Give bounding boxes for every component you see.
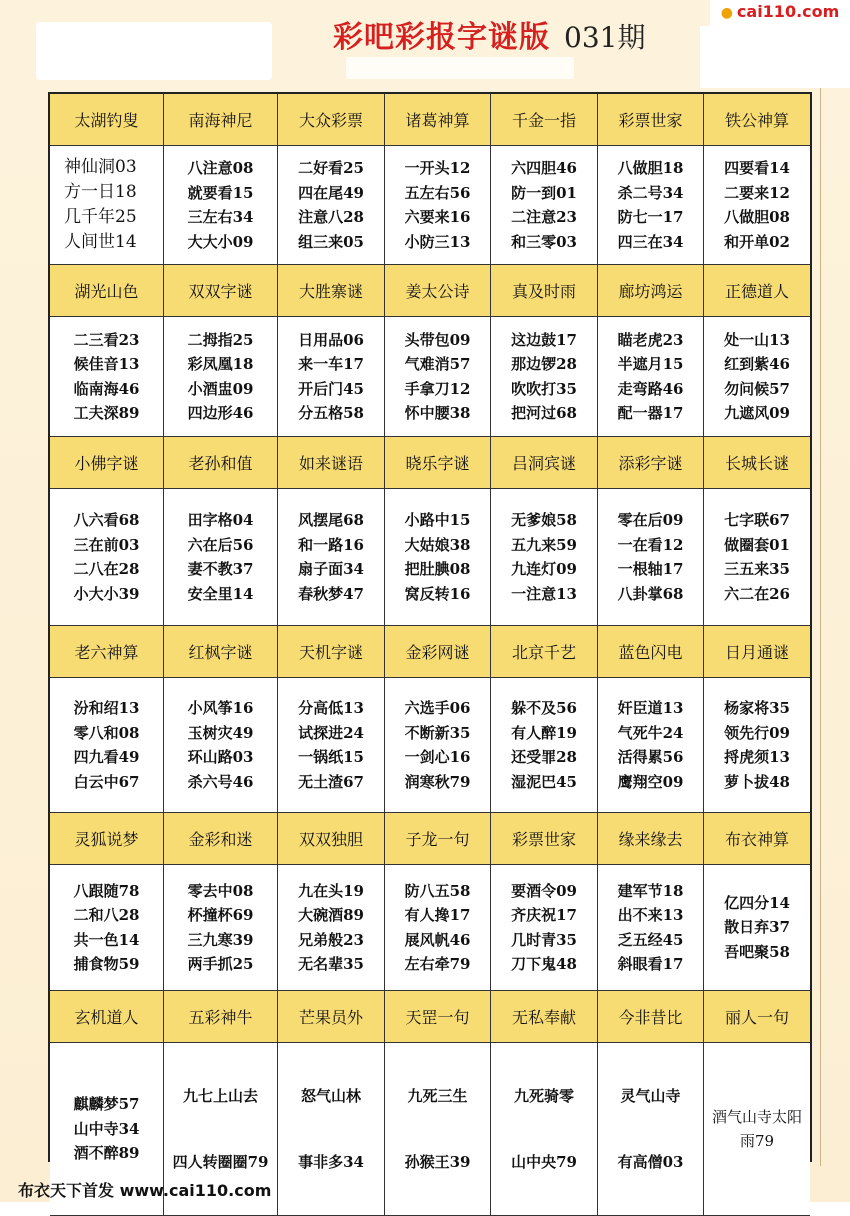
- riddle-line: 处一山13: [724, 330, 790, 349]
- riddle-line: 窝反转16: [404, 584, 471, 603]
- riddle-cell: [598, 317, 704, 437]
- column-header: 彩票世家: [491, 813, 598, 865]
- page-edge-strip: [820, 88, 829, 1166]
- riddle-line: 七字联67: [724, 511, 790, 529]
- riddle-line: 无爹娘58: [511, 511, 577, 529]
- riddle-line: 二注意23: [511, 208, 577, 226]
- riddle-line: 齐庆祝17: [511, 906, 577, 924]
- riddle-line: 躲不及56: [511, 699, 577, 717]
- column-header: 缘来缘去: [598, 813, 704, 865]
- riddle-line: 杀六号46: [187, 772, 254, 791]
- header-row: [50, 991, 810, 1043]
- column-header: 小佛字谜: [50, 437, 164, 489]
- riddle-cell: [598, 1043, 704, 1216]
- column-header: 铁公神算: [704, 94, 810, 146]
- riddle-cell: [598, 678, 704, 813]
- riddle-cell: [491, 865, 598, 991]
- riddle-line: 四在尾49: [298, 183, 364, 202]
- riddle-line: 那边锣28: [511, 355, 577, 373]
- riddle-cell: [50, 489, 164, 626]
- riddle-line: 春秋梦47: [298, 584, 364, 603]
- riddle-line: 二和八28: [73, 906, 140, 924]
- riddle-line: 斜眼看17: [617, 955, 684, 973]
- riddle-cell: [50, 317, 164, 437]
- riddle-line: 把河过68: [511, 404, 577, 422]
- riddle-line: 润寒秋79: [404, 772, 471, 791]
- riddle-line: 五九来59: [511, 535, 577, 554]
- riddle-line: 出不来13: [617, 906, 684, 924]
- column-header: 南海神尼: [164, 94, 278, 146]
- column-header: 太湖钓叟: [50, 94, 164, 146]
- column-header: 吕洞宾谜: [491, 437, 598, 489]
- riddle-line: 大姑娘38: [404, 535, 471, 554]
- column-header: 彩票世家: [598, 94, 704, 146]
- header-row: [50, 265, 810, 317]
- riddle-line: 要酒令09: [511, 881, 577, 900]
- column-header: 玄机道人: [50, 991, 164, 1043]
- riddle-line: 二好看25: [298, 159, 364, 177]
- riddle-line: 有高僧03: [617, 1152, 684, 1171]
- riddle-line: 麒麟梦57: [73, 1095, 140, 1114]
- column-header: 长城长谜: [704, 437, 810, 489]
- riddle-cell: [164, 146, 278, 265]
- column-header: 老孙和值: [164, 437, 278, 489]
- riddle-cell: [491, 489, 598, 626]
- column-header: 老六神算: [50, 626, 164, 678]
- riddle-line: 六选手06: [404, 699, 471, 717]
- riddle-line: 彩凤凰18: [187, 355, 254, 373]
- column-header: 姜太公诗: [385, 265, 491, 317]
- riddle-line: 奸臣道13: [617, 699, 684, 717]
- riddle-line: 人间世14: [64, 232, 137, 252]
- riddle-line: 三九寒39: [187, 930, 254, 949]
- riddle-line: 防一到01: [511, 183, 577, 202]
- riddle-line: 半遮月15: [617, 355, 684, 373]
- riddle-line: 无名辈35: [298, 955, 364, 973]
- riddle-line: 日用品06: [298, 330, 364, 349]
- riddle-cell: [50, 678, 164, 813]
- column-header: 金彩网谜: [385, 626, 491, 678]
- column-header: 双双独胆: [278, 813, 385, 865]
- riddle-line: 一根轴17: [617, 560, 684, 578]
- riddle-line: 灵气山寺: [620, 1086, 681, 1105]
- riddle-cell: [278, 865, 385, 991]
- riddle-line: 九在头19: [298, 881, 364, 900]
- riddle-cell: [704, 1043, 810, 1216]
- column-header: 大众彩票: [278, 94, 385, 146]
- riddle-line: 临南海46: [73, 379, 140, 398]
- riddle-line: 八注意08: [187, 159, 254, 177]
- riddle-line: 一开头12: [404, 159, 471, 177]
- riddle-cell: [491, 1043, 598, 1216]
- riddle-line: 九死三生: [407, 1086, 468, 1105]
- riddle-line: 杀二号34: [617, 183, 684, 202]
- riddle-line: 无土渣67: [298, 772, 364, 791]
- riddle-line: 捕食物59: [73, 955, 140, 973]
- title-text: 彩吧彩报字谜版: [333, 20, 550, 55]
- riddle-line: 山中央79: [511, 1152, 577, 1171]
- column-header: 红枫字谜: [164, 626, 278, 678]
- riddle-line: 小酒盅09: [187, 379, 254, 398]
- riddle-line: 就要看15: [187, 183, 254, 202]
- logo-placeholder: [36, 22, 272, 80]
- title-underline: [346, 57, 574, 79]
- riddle-line: 乏五经45: [617, 930, 684, 949]
- riddle-line: 瞄老虎23: [617, 330, 684, 349]
- riddle-line: 大碗酒89: [298, 906, 364, 924]
- header-row: [50, 94, 810, 146]
- riddle-cell: [278, 146, 385, 265]
- riddle-line: 怀中腰38: [404, 404, 471, 422]
- riddle-line: 来一车17: [298, 355, 364, 373]
- riddle-row: [50, 317, 810, 437]
- riddle-line: 走弯路46: [617, 379, 684, 398]
- header-strip: [700, 26, 850, 88]
- column-header: 正德道人: [704, 265, 810, 317]
- riddle-line: 候佳音13: [73, 355, 140, 373]
- riddle-line: 杨家将35: [724, 699, 790, 717]
- riddle-line: 左右牵79: [404, 955, 471, 973]
- riddle-cell: [164, 865, 278, 991]
- riddle-line: 八跟随78: [73, 881, 140, 900]
- riddle-line: 九死骑零: [513, 1086, 574, 1105]
- riddle-line: 工夫深89: [73, 404, 140, 422]
- riddle-line: 防七一17: [617, 208, 684, 226]
- riddle-line: 山中寺34: [73, 1119, 140, 1138]
- riddle-line: 组三来05: [298, 232, 364, 251]
- riddle-line: 怒气山林: [300, 1086, 361, 1105]
- riddle-line: 二三看23: [73, 330, 140, 349]
- riddle-line: 小风筝16: [187, 699, 254, 717]
- riddle-line: 气难消57: [404, 355, 471, 373]
- column-header: 真及时雨: [491, 265, 598, 317]
- riddle-line: 手拿刀12: [404, 379, 471, 398]
- riddle-table: [48, 92, 812, 1171]
- riddle-line: 勿问候57: [724, 379, 790, 398]
- riddle-cell: [278, 317, 385, 437]
- riddle-cell: [598, 489, 704, 626]
- riddle-line: 分五格58: [298, 404, 364, 422]
- riddle-line: 六二在26: [724, 584, 790, 603]
- riddle-row: [50, 489, 810, 626]
- riddle-line: 大大小09: [187, 232, 254, 251]
- column-header: 北京千艺: [491, 626, 598, 678]
- page-title: [333, 12, 645, 56]
- riddle-line: 扇子面34: [298, 560, 364, 578]
- riddle-line: 二要来12: [724, 183, 790, 202]
- riddle-line: 刀下鬼48: [511, 955, 577, 973]
- riddle-line: 零八和08: [73, 723, 140, 742]
- riddle-line: 白云中67: [73, 772, 140, 791]
- riddle-line: 配一器17: [617, 404, 684, 422]
- header-row: [50, 813, 810, 865]
- riddle-line: 把肚腆08: [404, 560, 471, 578]
- riddle-cell: [385, 1043, 491, 1216]
- riddle-line: 气死牛24: [617, 723, 684, 742]
- riddle-line: 八卦掌68: [617, 584, 684, 603]
- riddle-line: 萝卜拔48: [724, 772, 790, 791]
- riddle-line: 小路中15: [404, 511, 471, 529]
- riddle-line: 红到紫46: [724, 355, 790, 373]
- riddle-line: 田字格04: [187, 511, 254, 529]
- riddle-line: 零在后09: [617, 511, 684, 529]
- riddle-line: 二拇指25: [187, 330, 254, 349]
- riddle-row: [50, 865, 810, 991]
- column-header: 五彩神牛: [164, 991, 278, 1043]
- riddle-cell: [704, 489, 810, 626]
- riddle-line: 小防三13: [404, 232, 471, 251]
- riddle-cell: [704, 317, 810, 437]
- riddle-line: 活得累56: [617, 748, 684, 766]
- column-header: 芒果员外: [278, 991, 385, 1043]
- column-header: 蓝色闪电: [598, 626, 704, 678]
- riddle-cell: [704, 865, 810, 991]
- riddle-row: [50, 146, 810, 265]
- column-header: 廊坊鸿运: [598, 265, 704, 317]
- riddle-line: 酒不醉89: [73, 1144, 140, 1163]
- issue-number: 031期: [564, 21, 646, 54]
- riddle-line: 不断新35: [404, 723, 471, 742]
- riddle-line: 建军节18: [617, 881, 684, 900]
- riddle-line: 风摆尾68: [298, 511, 364, 529]
- riddle-line: 还受罪28: [511, 748, 577, 766]
- riddle-line: 六要来16: [404, 208, 471, 226]
- riddle-line: 鹰翔空09: [617, 772, 684, 791]
- riddle-cell: [385, 317, 491, 437]
- riddle-line: 方一日18: [64, 182, 137, 202]
- riddle-line: 妻不教37: [187, 560, 254, 578]
- riddle-line: 共一色14: [73, 930, 140, 949]
- column-header: 布衣神算: [704, 813, 810, 865]
- riddle-line: 吹吹打35: [511, 379, 577, 398]
- riddle-line: 有人醉19: [511, 723, 577, 742]
- riddle-line: 四人转圈圈79: [172, 1152, 269, 1171]
- riddle-cell: [704, 678, 810, 813]
- riddle-cell: [491, 317, 598, 437]
- column-header: 湖光山色: [50, 265, 164, 317]
- riddle-cell: [385, 489, 491, 626]
- riddle-line: 二八在28: [73, 560, 140, 578]
- riddle-line: 四三在34: [617, 232, 684, 251]
- column-header: 大胜寨谜: [278, 265, 385, 317]
- riddle-line: 九七上山去: [182, 1086, 258, 1105]
- riddle-line: 兄弟般23: [298, 930, 364, 949]
- riddle-line: 孙猴王39: [404, 1152, 471, 1171]
- riddle-line: 有人搀17: [404, 906, 471, 924]
- riddle-line: 一锅纸15: [298, 748, 364, 766]
- column-header: 金彩和迷: [164, 813, 278, 865]
- riddle-line: 和三零03: [511, 232, 577, 251]
- riddle-line: 分高低13: [298, 699, 364, 717]
- riddle-line: 这边鼓17: [511, 330, 577, 349]
- column-header: 天罡一句: [385, 991, 491, 1043]
- riddle-line: 四边形46: [187, 404, 254, 422]
- riddle-line: 六四胆46: [511, 159, 577, 177]
- riddle-line: 吾吧聚58: [724, 942, 790, 961]
- riddle-line: 杯撞杯69: [187, 906, 254, 924]
- footer-text: 布衣天下首发 www.cai110.com: [18, 1181, 272, 1200]
- riddle-line: 一在看12: [617, 535, 684, 554]
- riddle-cell: [491, 678, 598, 813]
- riddle-line: 酒气山寺太阳雨79: [712, 1108, 803, 1150]
- riddle-line: 安全里14: [187, 584, 254, 603]
- riddle-line: 九遮风09: [724, 404, 790, 422]
- riddle-line: 开后门45: [298, 379, 364, 398]
- riddle-line: 玉树灾49: [187, 723, 254, 742]
- riddle-line: 三五来35: [724, 560, 790, 578]
- riddle-line: 展风帆46: [404, 930, 471, 949]
- riddle-cell: [164, 678, 278, 813]
- column-header: 丽人一句: [704, 991, 810, 1043]
- riddle-cell: [164, 489, 278, 626]
- riddle-line: 四九看49: [73, 748, 140, 766]
- riddle-cell: [164, 317, 278, 437]
- riddle-line: 做圈套01: [724, 535, 790, 554]
- header-row: [50, 626, 810, 678]
- site-tag-text: cai110.com: [736, 2, 840, 21]
- riddle-line: 和开单02: [724, 232, 790, 251]
- riddle-line: 捋虎须13: [724, 748, 790, 766]
- riddle-line: 事非多34: [298, 1152, 364, 1171]
- riddle-line: 一注意13: [511, 584, 577, 603]
- riddle-cell: [278, 678, 385, 813]
- header-row: [50, 437, 810, 489]
- column-header: 千金一指: [491, 94, 598, 146]
- riddle-cell: [278, 489, 385, 626]
- riddle-line: 试探进24: [298, 723, 364, 742]
- riddle-cell: [50, 865, 164, 991]
- riddle-line: 亿四分14: [724, 893, 790, 912]
- riddle-line: 三在前03: [73, 535, 140, 554]
- riddle-line: 三左右34: [187, 208, 254, 226]
- riddle-line: 小大小39: [73, 584, 140, 603]
- riddle-row: [50, 678, 810, 813]
- column-header: 日月通谜: [704, 626, 810, 678]
- riddle-line: 和一路16: [298, 535, 364, 554]
- riddle-line: 九连灯09: [511, 560, 577, 578]
- riddle-line: 散日弃37: [724, 918, 790, 937]
- column-header: 今非昔比: [598, 991, 704, 1043]
- riddle-line: 一剑心16: [404, 748, 471, 766]
- riddle-cell: [278, 1043, 385, 1216]
- riddle-line: 注意八28: [298, 208, 364, 226]
- riddle-line: 五左右56: [404, 183, 471, 202]
- riddle-line: 四要看14: [724, 159, 790, 177]
- riddle-line: 神仙洞03: [64, 157, 137, 177]
- riddle-line: 头带包09: [404, 330, 471, 349]
- riddle-cell: [598, 146, 704, 265]
- dot-icon: ●: [720, 5, 733, 21]
- riddle-line: 环山路03: [187, 748, 254, 766]
- riddle-cell: [385, 146, 491, 265]
- riddle-cell: [491, 146, 598, 265]
- column-header: 双双字谜: [164, 265, 278, 317]
- riddle-line: 八六看68: [73, 511, 140, 529]
- riddle-line: 六在后56: [187, 535, 254, 554]
- column-header: 晓乐字谜: [385, 437, 491, 489]
- column-header: 天机字谜: [278, 626, 385, 678]
- riddle-line: 八做胆18: [617, 159, 684, 177]
- column-header: 添彩字谜: [598, 437, 704, 489]
- riddle-cell: [704, 146, 810, 265]
- riddle-cell: [598, 865, 704, 991]
- riddle-cell: [50, 146, 164, 265]
- riddle-cell: [385, 865, 491, 991]
- riddle-line: 零去中08: [187, 881, 254, 900]
- column-header: 如来谜语: [278, 437, 385, 489]
- riddle-cell: [385, 678, 491, 813]
- column-header: 灵狐说梦: [50, 813, 164, 865]
- riddle-line: 汾和绍13: [73, 699, 140, 717]
- column-header: 诸葛神算: [385, 94, 491, 146]
- riddle-line: 防八五58: [404, 881, 471, 900]
- riddle-line: 两手抓25: [187, 955, 254, 973]
- riddle-line: 领先行09: [724, 723, 790, 742]
- column-header: 无私奉献: [491, 991, 598, 1043]
- riddle-line: 八做胆08: [724, 208, 790, 226]
- riddle-line: 几千年25: [64, 207, 137, 227]
- riddle-line: 几时青35: [511, 930, 577, 949]
- site-watermark: [710, 0, 850, 26]
- column-header: 子龙一句: [385, 813, 491, 865]
- riddle-line: 湿泥巴45: [511, 772, 577, 791]
